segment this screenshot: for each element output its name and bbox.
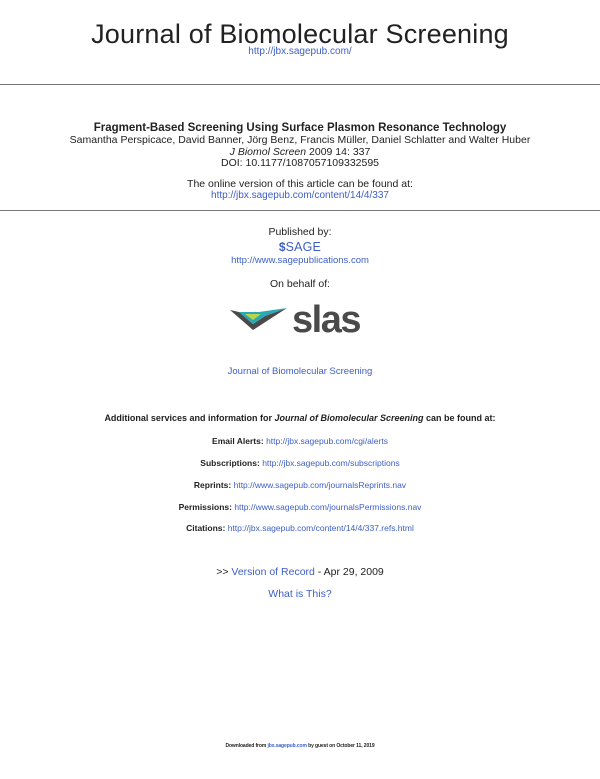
article-title: Fragment-Based Screening Using Surface Plasmon Resonance Technology <box>93 122 507 134</box>
slas-logo[interactable] <box>0 300 600 344</box>
service-reprints: Reprints: http://www.sagepub.com/journalsReprints.nav <box>193 480 407 490</box>
mid-divider <box>0 210 600 211</box>
citation-detail: 2009 14: 337 <box>309 146 371 158</box>
article-doi: DOI: 10.1177/1087057109332595 <box>220 157 380 169</box>
online-version-link[interactable]: http://jbx.sagepub.com/content/14/4/337 <box>211 190 389 201</box>
published-by-label: Published by: <box>268 226 332 238</box>
service-email-alerts: Email Alerts: http://jbx.sagepub.com/cgi/alerts <box>212 436 388 446</box>
top-divider <box>0 84 600 85</box>
reprints-link[interactable]: http://www.sagepub.com/journalsReprints.nav <box>233 480 407 490</box>
email-alerts-link[interactable]: http://jbx.sagepub.com/cgi/alerts <box>266 436 388 446</box>
version-of-record-link[interactable]: Version of Record <box>231 566 315 578</box>
journal-home-link[interactable]: Journal of Biomolecular Screening <box>227 366 373 377</box>
sage-logo-text: SAGE <box>285 240 322 254</box>
journal-url[interactable]: http://jbx.sagepub.com/ <box>248 46 352 57</box>
service-subscriptions: Subscriptions: http://jbx.sagepub.com/subscriptions <box>200 458 400 468</box>
citations-link[interactable]: http://jbx.sagepub.com/content/14/4/337.refs.html <box>227 523 414 533</box>
service-citations: Citations: http://jbx.sagepub.com/content/14/4/337.refs.html <box>186 523 414 533</box>
sage-logo[interactable] <box>0 238 600 252</box>
article-authors: Samantha Perspicace, David Banner, Jörg Benz, Francis Müller, Daniel Schlatter and Walter Huber <box>69 134 531 146</box>
sage-url[interactable]: http://www.sagepublications.com <box>231 255 369 266</box>
what-is-this-link[interactable]: What is This? <box>268 588 332 600</box>
download-footer: Downloaded from jbx.sagepub.com by guest on October 11, 2019 <box>225 743 375 749</box>
services-intro: Additional services and information for Journal of Biomolecular Screening can be found at: <box>104 413 496 423</box>
service-permissions: Permissions: http://www.sagepub.com/journalsPermissions.nav <box>178 502 422 512</box>
journal-title: Journal of Biomolecular Screening <box>91 19 509 49</box>
slas-logo-text: slas <box>292 299 360 341</box>
permissions-link[interactable]: http://www.sagepub.com/journalsPermissions.nav <box>234 502 422 512</box>
sage-dollar-icon: $ <box>278 240 286 254</box>
version-of-record: >> Version of Record - Apr 29, 2009 <box>216 566 384 578</box>
citation-journal: J Biomol Screen <box>229 146 307 158</box>
subscriptions-link[interactable]: http://jbx.sagepub.com/subscriptions <box>262 458 400 468</box>
on-behalf-label: On behalf of: <box>269 278 331 290</box>
footer-site-link[interactable]: jbx.sagepub.com <box>267 743 307 749</box>
online-version-text: The online version of this article can be found at: <box>187 178 413 190</box>
